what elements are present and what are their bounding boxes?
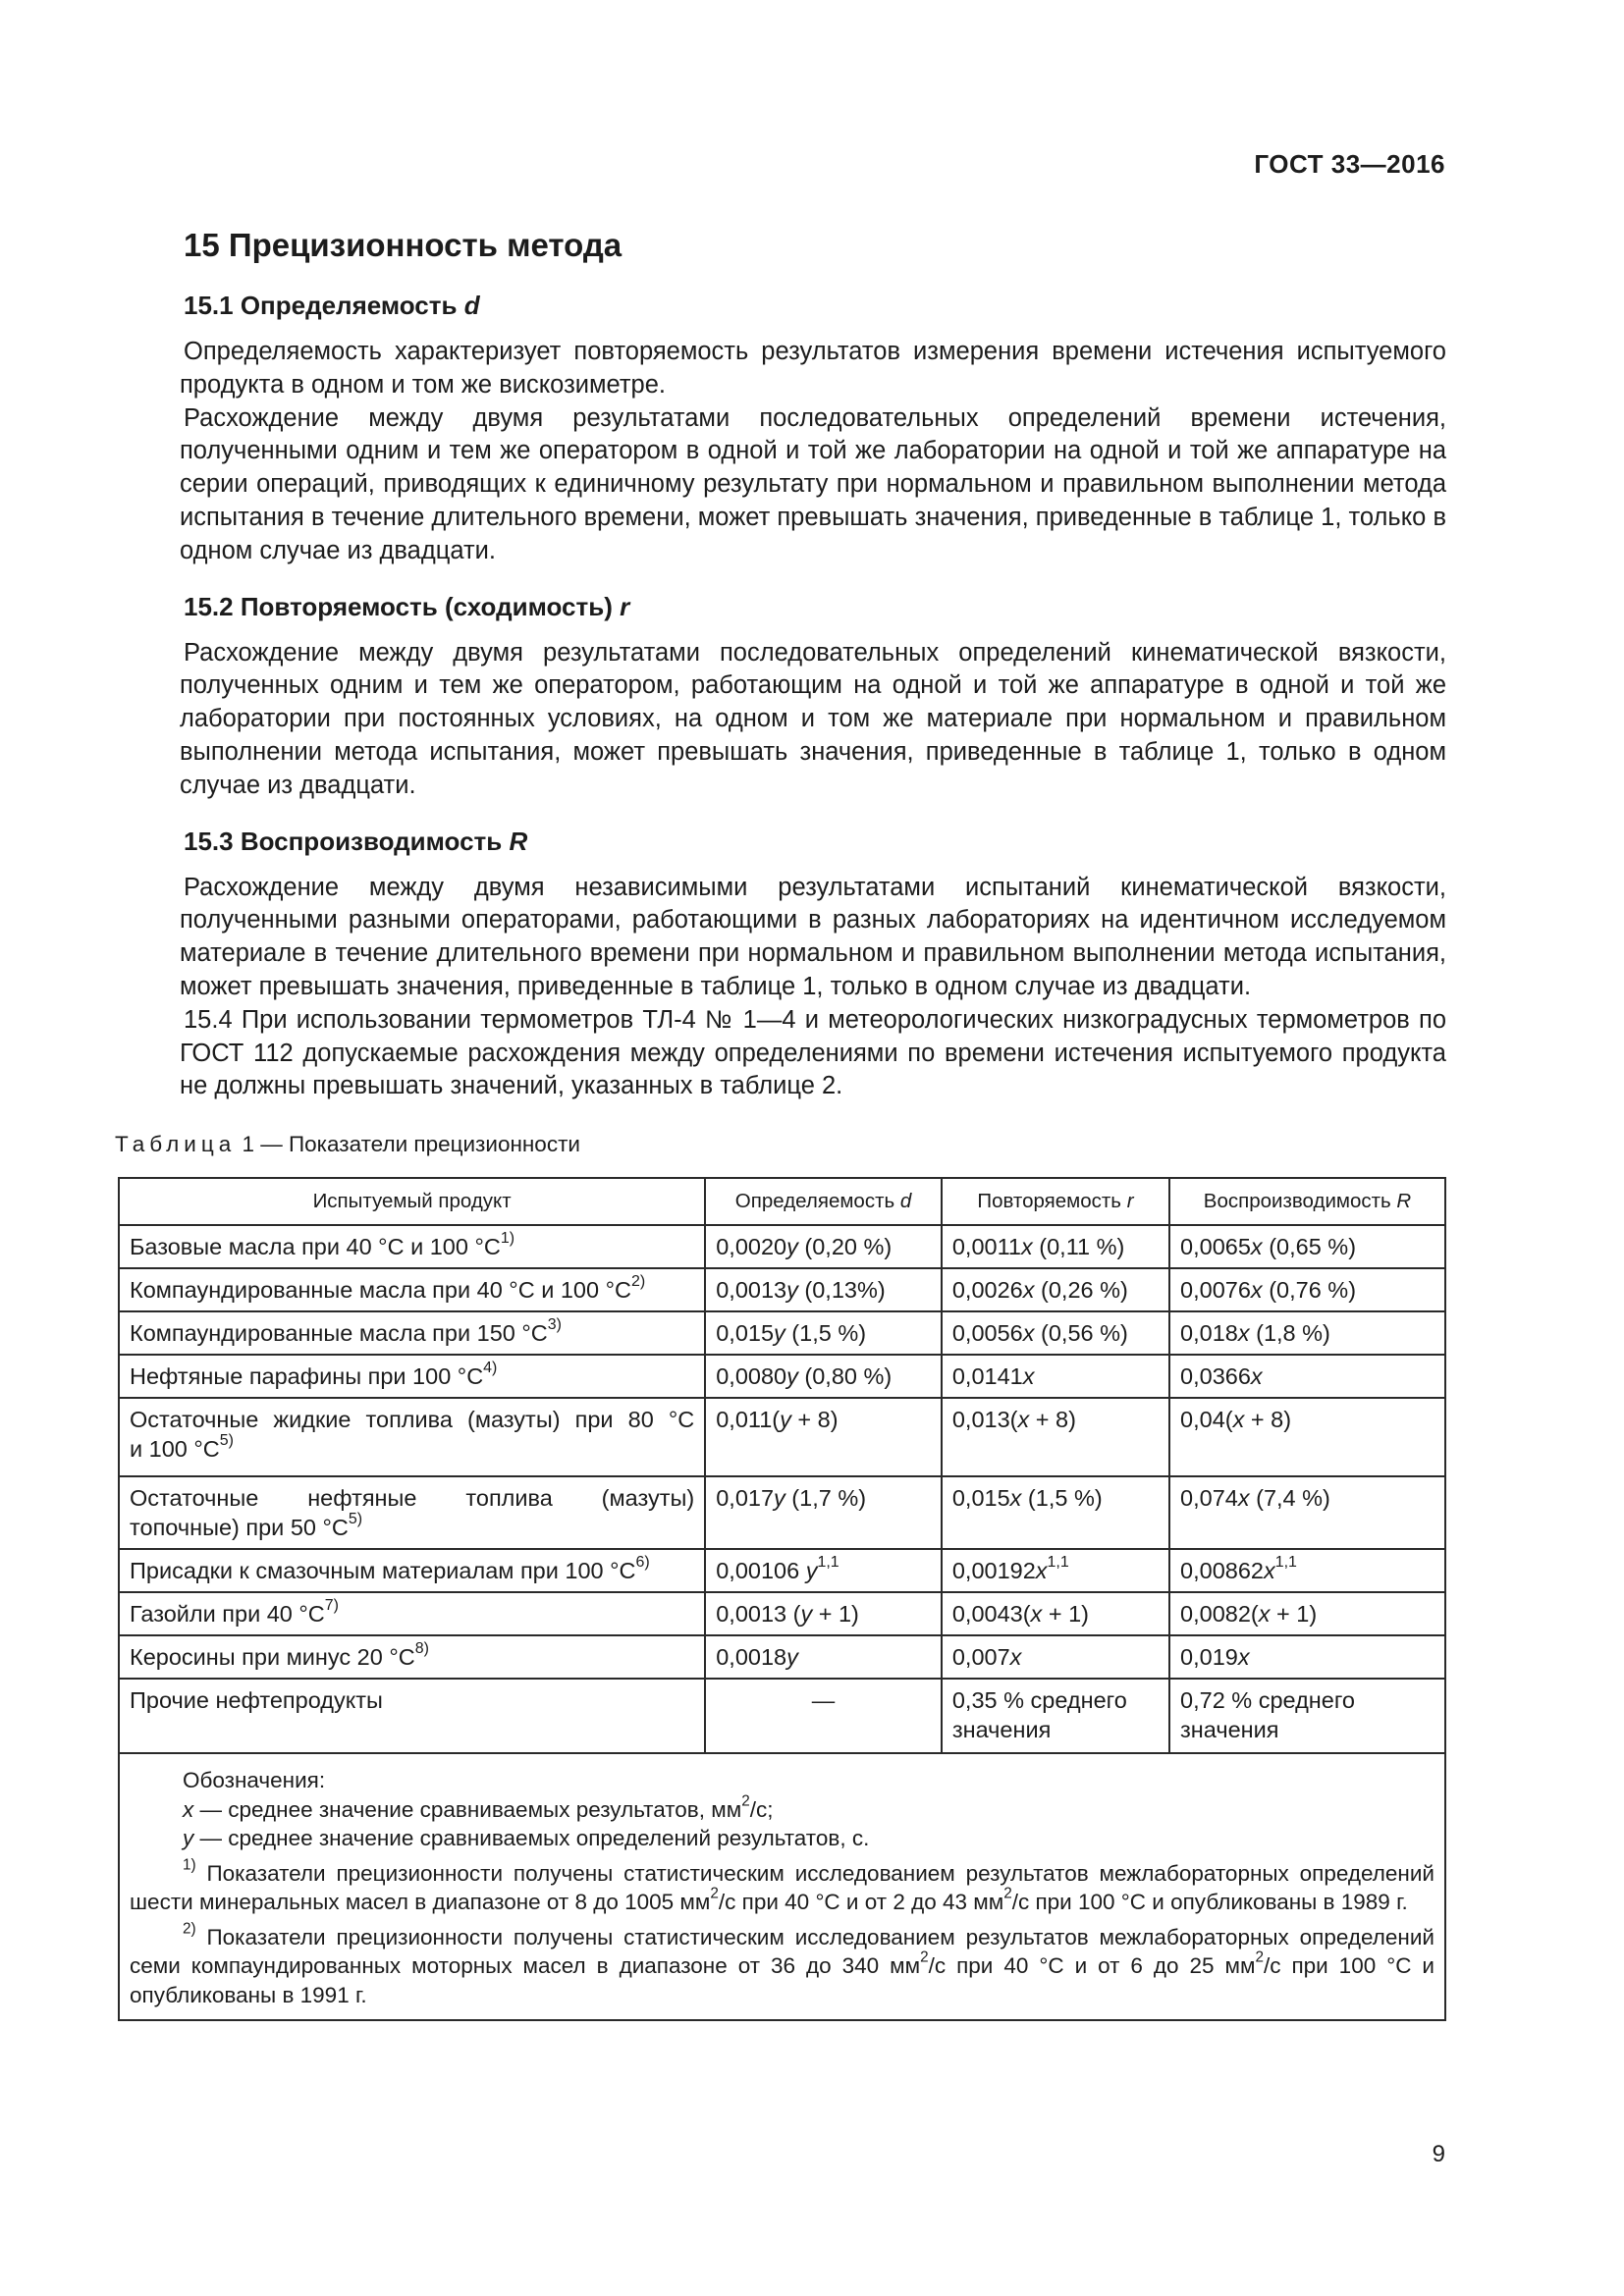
cell-d: 0,0018y bbox=[705, 1635, 942, 1679]
cell-d: 0,015y (1,5 %) bbox=[705, 1311, 942, 1355]
document-body bbox=[180, 224, 1446, 1125]
paragraph: Определяемость характеризует повторяемость результатов измерения времени истечения испытуемого продукта в одном и том же вискозиметре. bbox=[180, 338, 1446, 399]
footnote-1: $^{1)}$ Показатели прецизионности получены статистическим исследованием результатов межлабораторных определений шести минеральных масел в диапазоне от 8 до 1005 $мм^2/с$ при 40 °С и от 2 до 43 $мм^2/с$ при 100 °С и опубликованы в 1989 г. bbox=[130, 1856, 1435, 1914]
notes-title: Обозначения: bbox=[183, 1768, 326, 1792]
table-row bbox=[119, 1679, 1445, 1753]
footnote-2: $^{2)}$ Показатели прецизионности получены статистическим исследованием результатов межлабораторных определений семи компаундированных моторных масел в диапазоне от 36 до 340 $мм^2/с$ при 40 °С и от 6 до 25 $мм^2/с$ при 100 °С и опубликованы в 1991 г. bbox=[130, 1920, 1435, 2007]
table-row bbox=[119, 1268, 1445, 1311]
cell-R: 0,04(x + 8) bbox=[1169, 1398, 1445, 1476]
note-y-definition: у — среднее значение сравниваемых определений результатов, с. bbox=[183, 1826, 870, 1850]
cell-r: 0,007x bbox=[942, 1635, 1169, 1679]
table-row bbox=[119, 1355, 1445, 1398]
cell-d: 0,011(y + 8) bbox=[705, 1398, 942, 1476]
cell-d: 0,0080y (0,80 %) bbox=[705, 1355, 942, 1398]
header-R: Воспроизводимость R bbox=[1169, 1178, 1445, 1225]
page-number: 9 bbox=[1432, 2141, 1445, 2167]
cell-r: 0,0056x (0,56 %) bbox=[942, 1311, 1169, 1355]
cell-r: 0,35 % среднего значения bbox=[942, 1679, 1169, 1753]
cell-product: Газойли при 40 $^\circ С^{7)}$ bbox=[119, 1592, 705, 1635]
cell-product: Прочие нефтепродукты bbox=[119, 1679, 705, 1753]
table-row bbox=[119, 1592, 1445, 1635]
cell-R: 0,0076x (0,76 %) bbox=[1169, 1268, 1445, 1311]
cell-r: 0,0026x (0,26 %) bbox=[942, 1268, 1169, 1311]
cell-product: Компаундированные масла при 40 °С и 100 $^\circ С^{2)}$ bbox=[119, 1268, 705, 1311]
subsection-15-2 bbox=[180, 590, 1446, 803]
cell-r: 0,0141x bbox=[942, 1355, 1169, 1398]
paragraph: 15.4 При использовании термометров ТЛ-4 № 1—4 и метеорологических низкоградусных термометров по ГОСТ 112 допускаемые расхождения между определениями по времени истечения испытуемого продукта не должны превышать значений, указанных в таблице 2. bbox=[180, 1005, 1446, 1100]
cell-product: Остаточные жидкие топлива (мазуты) при 80 °С и 100 $^\circ С^{5)}$ bbox=[119, 1398, 705, 1476]
subsection-title: 15.3 Воспроизводимость R bbox=[184, 826, 528, 856]
cell-R: 0,0065x (0,65 %) bbox=[1169, 1225, 1445, 1268]
paragraph: Расхождение между двумя независимыми результатами испытаний кинематической вязкости, полученными разными операторами, работающими в разных лабораториях на идентичном исследуемом материале в течение длительного времени при нормальном и правильном выполнении метода испытания, может превышать значения, приведенные в таблице 1, только в одном случае из двадцати. bbox=[180, 873, 1446, 1000]
subsection-title: 15.2 Повторяемость (сходимость) r bbox=[184, 591, 630, 621]
subsection-15-3 bbox=[180, 825, 1446, 1104]
cell-R: 0,0082(x + 1) bbox=[1169, 1592, 1445, 1635]
table-notes bbox=[119, 1753, 1445, 2020]
cell-R: 0,0366x bbox=[1169, 1355, 1445, 1398]
cell-R: 0,72 % среднего значения bbox=[1169, 1679, 1445, 1753]
table-row bbox=[119, 1549, 1445, 1592]
cell-R: 0,018x (1,8 %) bbox=[1169, 1311, 1445, 1355]
subsection-title: 15.1 Определяемость d bbox=[184, 291, 480, 320]
table-row bbox=[119, 1225, 1445, 1268]
cell-R: 0,019x bbox=[1169, 1635, 1445, 1679]
table-caption: Таблица 1 — Показатели прецизионности bbox=[115, 1132, 580, 1156]
cell-product: Остаточные нефтяные топлива (мазуты) топочные) при 50 $^\circ С^{5)}$ bbox=[119, 1476, 705, 1549]
header-d: Определяемость d bbox=[705, 1178, 942, 1225]
cell-r: 0,0043(x + 1) bbox=[942, 1592, 1169, 1635]
cell-product: Присадки к смазочным материалам при 100 $^\circ С^{6)}$ bbox=[119, 1549, 705, 1592]
cell-d: 0,0013y (0,13%) bbox=[705, 1268, 942, 1311]
cell-d: 0,017y (1,7 %) bbox=[705, 1476, 942, 1549]
section-title: 15 Прецизионность метода bbox=[184, 227, 623, 263]
cell-R: 0,074x (7,4 %) bbox=[1169, 1476, 1445, 1549]
cell-r: $0,00192x^{1,1}$ bbox=[942, 1549, 1169, 1592]
cell-r: 0,013(x + 8) bbox=[942, 1398, 1169, 1476]
cell-R: $0,00862x^{1,1}$ bbox=[1169, 1549, 1445, 1592]
table-header-row bbox=[119, 1178, 1445, 1225]
precision-table bbox=[118, 1177, 1446, 2021]
standard-code: ГОСТ 33—2016 bbox=[1254, 149, 1445, 179]
table-row bbox=[119, 1476, 1445, 1549]
paragraph: Расхождение между двумя результатами последовательных определений времени истечения, полученными одним и тем же оператором в одной и той же лаборатории на одной и той же аппаратуре на серии операций, приводящих к единичному результату при нормальном и правильном выполнении метода испытания в течение длительного времени, может превышать значения, приведенные в таблице 1, только в одном случае из двадцати. bbox=[180, 403, 1446, 564]
header-product: Испытуемый продукт bbox=[119, 1178, 705, 1225]
table-row bbox=[119, 1311, 1445, 1355]
cell-d: — bbox=[705, 1679, 942, 1753]
paragraph: Расхождение между двумя результатами последовательных определений кинематической вязкости, полученных одним и тем же оператором, работающим на одной и той же аппаратуре в одной и той же лаборатории при постоянных условиях, на одном и том же материале при нормальном и правильном выполнении метода испытания, может превышать значения, приведенные в таблице 1, только в одном случае из двадцати. bbox=[180, 638, 1446, 799]
note-x-definition: x — среднее значение сравниваемых результатов, $мм^2/с$; bbox=[183, 1792, 774, 1822]
cell-product: Керосины при минус 20 $^\circ С^{8)}$ bbox=[119, 1635, 705, 1679]
cell-r: 0,0011x (0,11 %) bbox=[942, 1225, 1169, 1268]
cell-product: Базовые масла при 40 °С и 100 $^\circ С^{1)}$ bbox=[119, 1225, 705, 1268]
header-r: Повторяемость r bbox=[942, 1178, 1169, 1225]
table-row bbox=[119, 1398, 1445, 1476]
cell-d: 0,0013 (y + 1) bbox=[705, 1592, 942, 1635]
cell-product: Компаундированные масла при 150 $^\circ С^{3)}$ bbox=[119, 1311, 705, 1355]
cell-d: 0,00106 $y^{1,1}$ bbox=[705, 1549, 942, 1592]
table-row bbox=[119, 1635, 1445, 1679]
cell-product: Нефтяные парафины при 100 $^\circ С^{4)}$ bbox=[119, 1355, 705, 1398]
subsection-15-1 bbox=[180, 289, 1446, 568]
table-notes-row bbox=[119, 1753, 1445, 2020]
cell-d: 0,0020y (0,20 %) bbox=[705, 1225, 942, 1268]
cell-r: 0,015x (1,5 %) bbox=[942, 1476, 1169, 1549]
